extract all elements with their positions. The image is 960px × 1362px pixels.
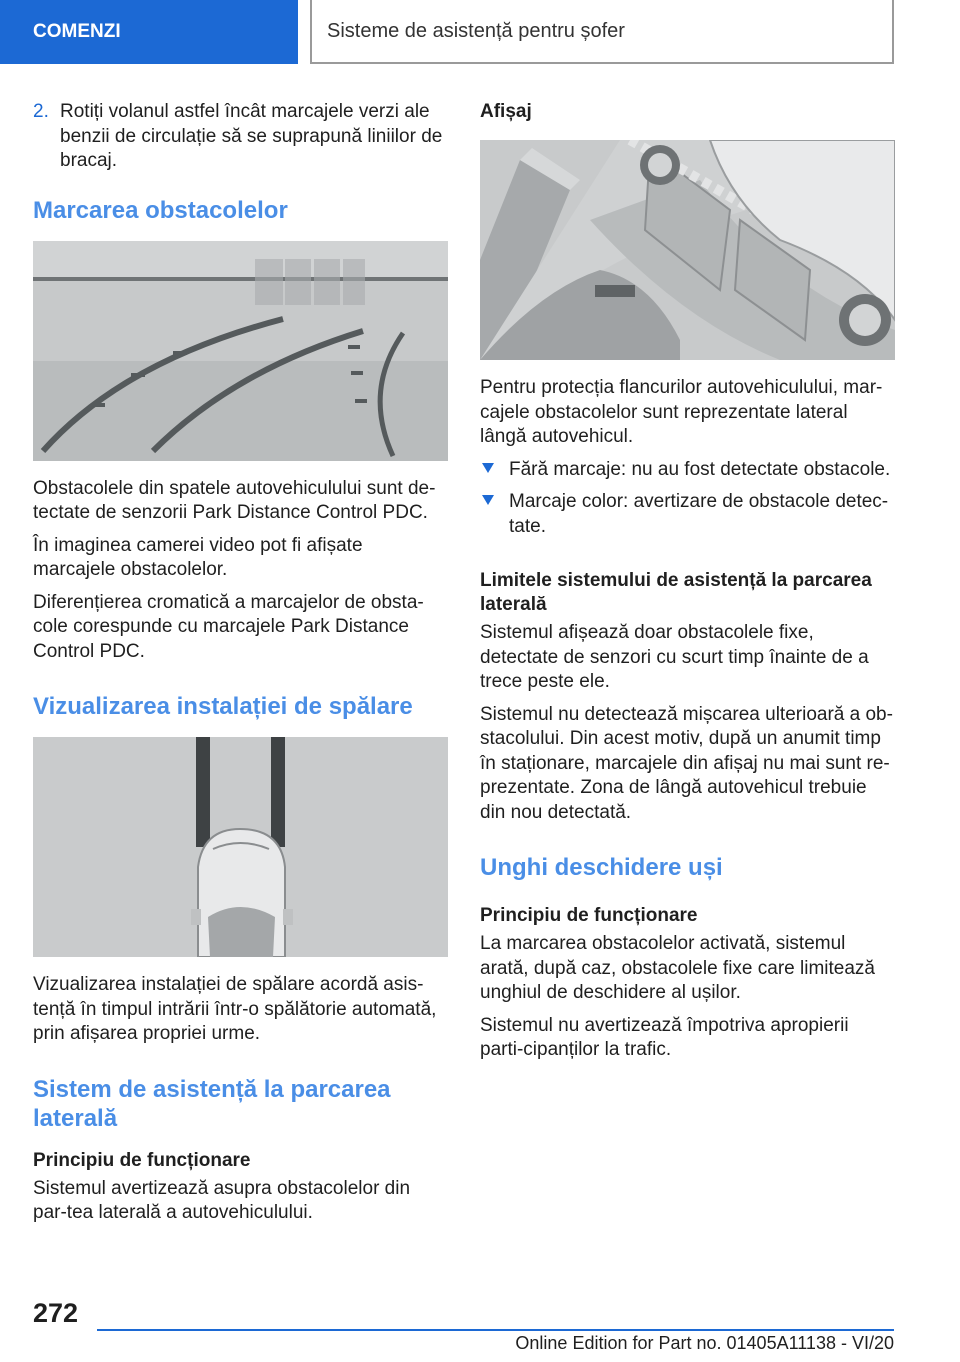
heading-side-parking-assist: Sistem de asistență la parcarea laterală (33, 1075, 391, 1132)
door-paragraph-2: Sistemul nu avertizează împotriva apropierii parti-cipanților la trafic. (480, 1014, 849, 1060)
footer-divider (97, 1329, 894, 1331)
obstacles-paragraph-3: Diferențierea cromatică a marcajelor de obsta-cole corespunde cu marcajele Park Distance Control PDC. (33, 591, 424, 662)
obstacles-paragraph-1: Obstacolele din spatele autovehiculului sunt de-tectate de senzorii Park Distance Control PDC. (33, 477, 436, 523)
heading-door-opening-angle: Unghi deschidere uși (480, 854, 723, 881)
figure-obstacle-marking (33, 241, 448, 461)
bullet-text: Marcaje color: avertizare de obstacole detec-tate. (509, 491, 889, 537)
limits-paragraph-2: Sistemul nu detectează mișcarea ulterioară a ob-stacolului. Din acest motiv, după un anumit timp în staționare, marcajele din afișaj nu mai sunt re-prezentate. Zona de lângă autovehicul trebuie din nou detectată. (480, 703, 893, 823)
limits-paragraph-1: Sistemul afișează doar obstacolele fixe, detectate de senzori cu scurt timp înainte de a trece peste ele. (480, 622, 869, 692)
heading-obstacle-marking: Marcarea obstacolelor (33, 196, 288, 224)
chapter-title: Sisteme de asistență pentru șofer (327, 19, 625, 42)
heading-system-limits: Limitele sistemului de asistență la parcarea laterală (480, 570, 872, 615)
figure-side-display (480, 140, 895, 360)
bullet-item-no-markings (480, 458, 895, 483)
triangle-bullet-icon (482, 495, 494, 505)
bullet-text: Fără marcaje: nu au fost detectate obstacole. (509, 458, 891, 480)
wash-paragraph: Vizualizarea instalației de spălare acordă asis-tență în timpul intrării într-o spălătorie automată, prin afișarea propriei urme. (33, 974, 437, 1044)
obstacles-paragraph-2: În imaginea camerei video pot fi afișate marcajele obstacolelor. (33, 534, 363, 580)
step-number: 2. (33, 101, 49, 122)
heading-door-principle: Principiu de funcționare (480, 905, 698, 926)
section-tab (0, 0, 298, 64)
chapter-tab (310, 0, 894, 64)
principle-paragraph: Sistemul avertizează asupra obstacolelor din par-tea laterală a autovehiculului. (33, 1177, 411, 1223)
left-column (33, 100, 448, 1234)
right-column (480, 100, 895, 1071)
page-number: 272 (33, 1298, 79, 1328)
bullet-item-color-markings (480, 490, 895, 539)
door-paragraph-1: La marcarea obstacolelor activată, sistemul arată, după caz, obstacolele fixe care limitează unghiul de deschidere al ușilor. (480, 933, 875, 1003)
step-item (33, 100, 448, 174)
figure-car-wash-view (33, 737, 448, 957)
heading-car-wash-view: Vizualizarea instalației de spălare (33, 693, 413, 720)
footer-edition: Online Edition for Part no. 01405A11138 - VI/20 (515, 1333, 894, 1353)
step-text: Rotiți volanul astfel încât marcajele verzi ale benzii de circulație să se suprapună liniilor de bracaj. (60, 101, 443, 171)
heading-operating-principle: Principiu de funcționare (33, 1149, 251, 1171)
triangle-bullet-icon (482, 463, 494, 473)
display-paragraph: Pentru protecția flancurilor autovehiculului, mar-cajele obstacolelor sunt reprezentate lateral lângă autovehicul. (480, 377, 883, 447)
heading-display: Afișaj (480, 101, 532, 122)
section-title: COMENZI (33, 21, 121, 42)
